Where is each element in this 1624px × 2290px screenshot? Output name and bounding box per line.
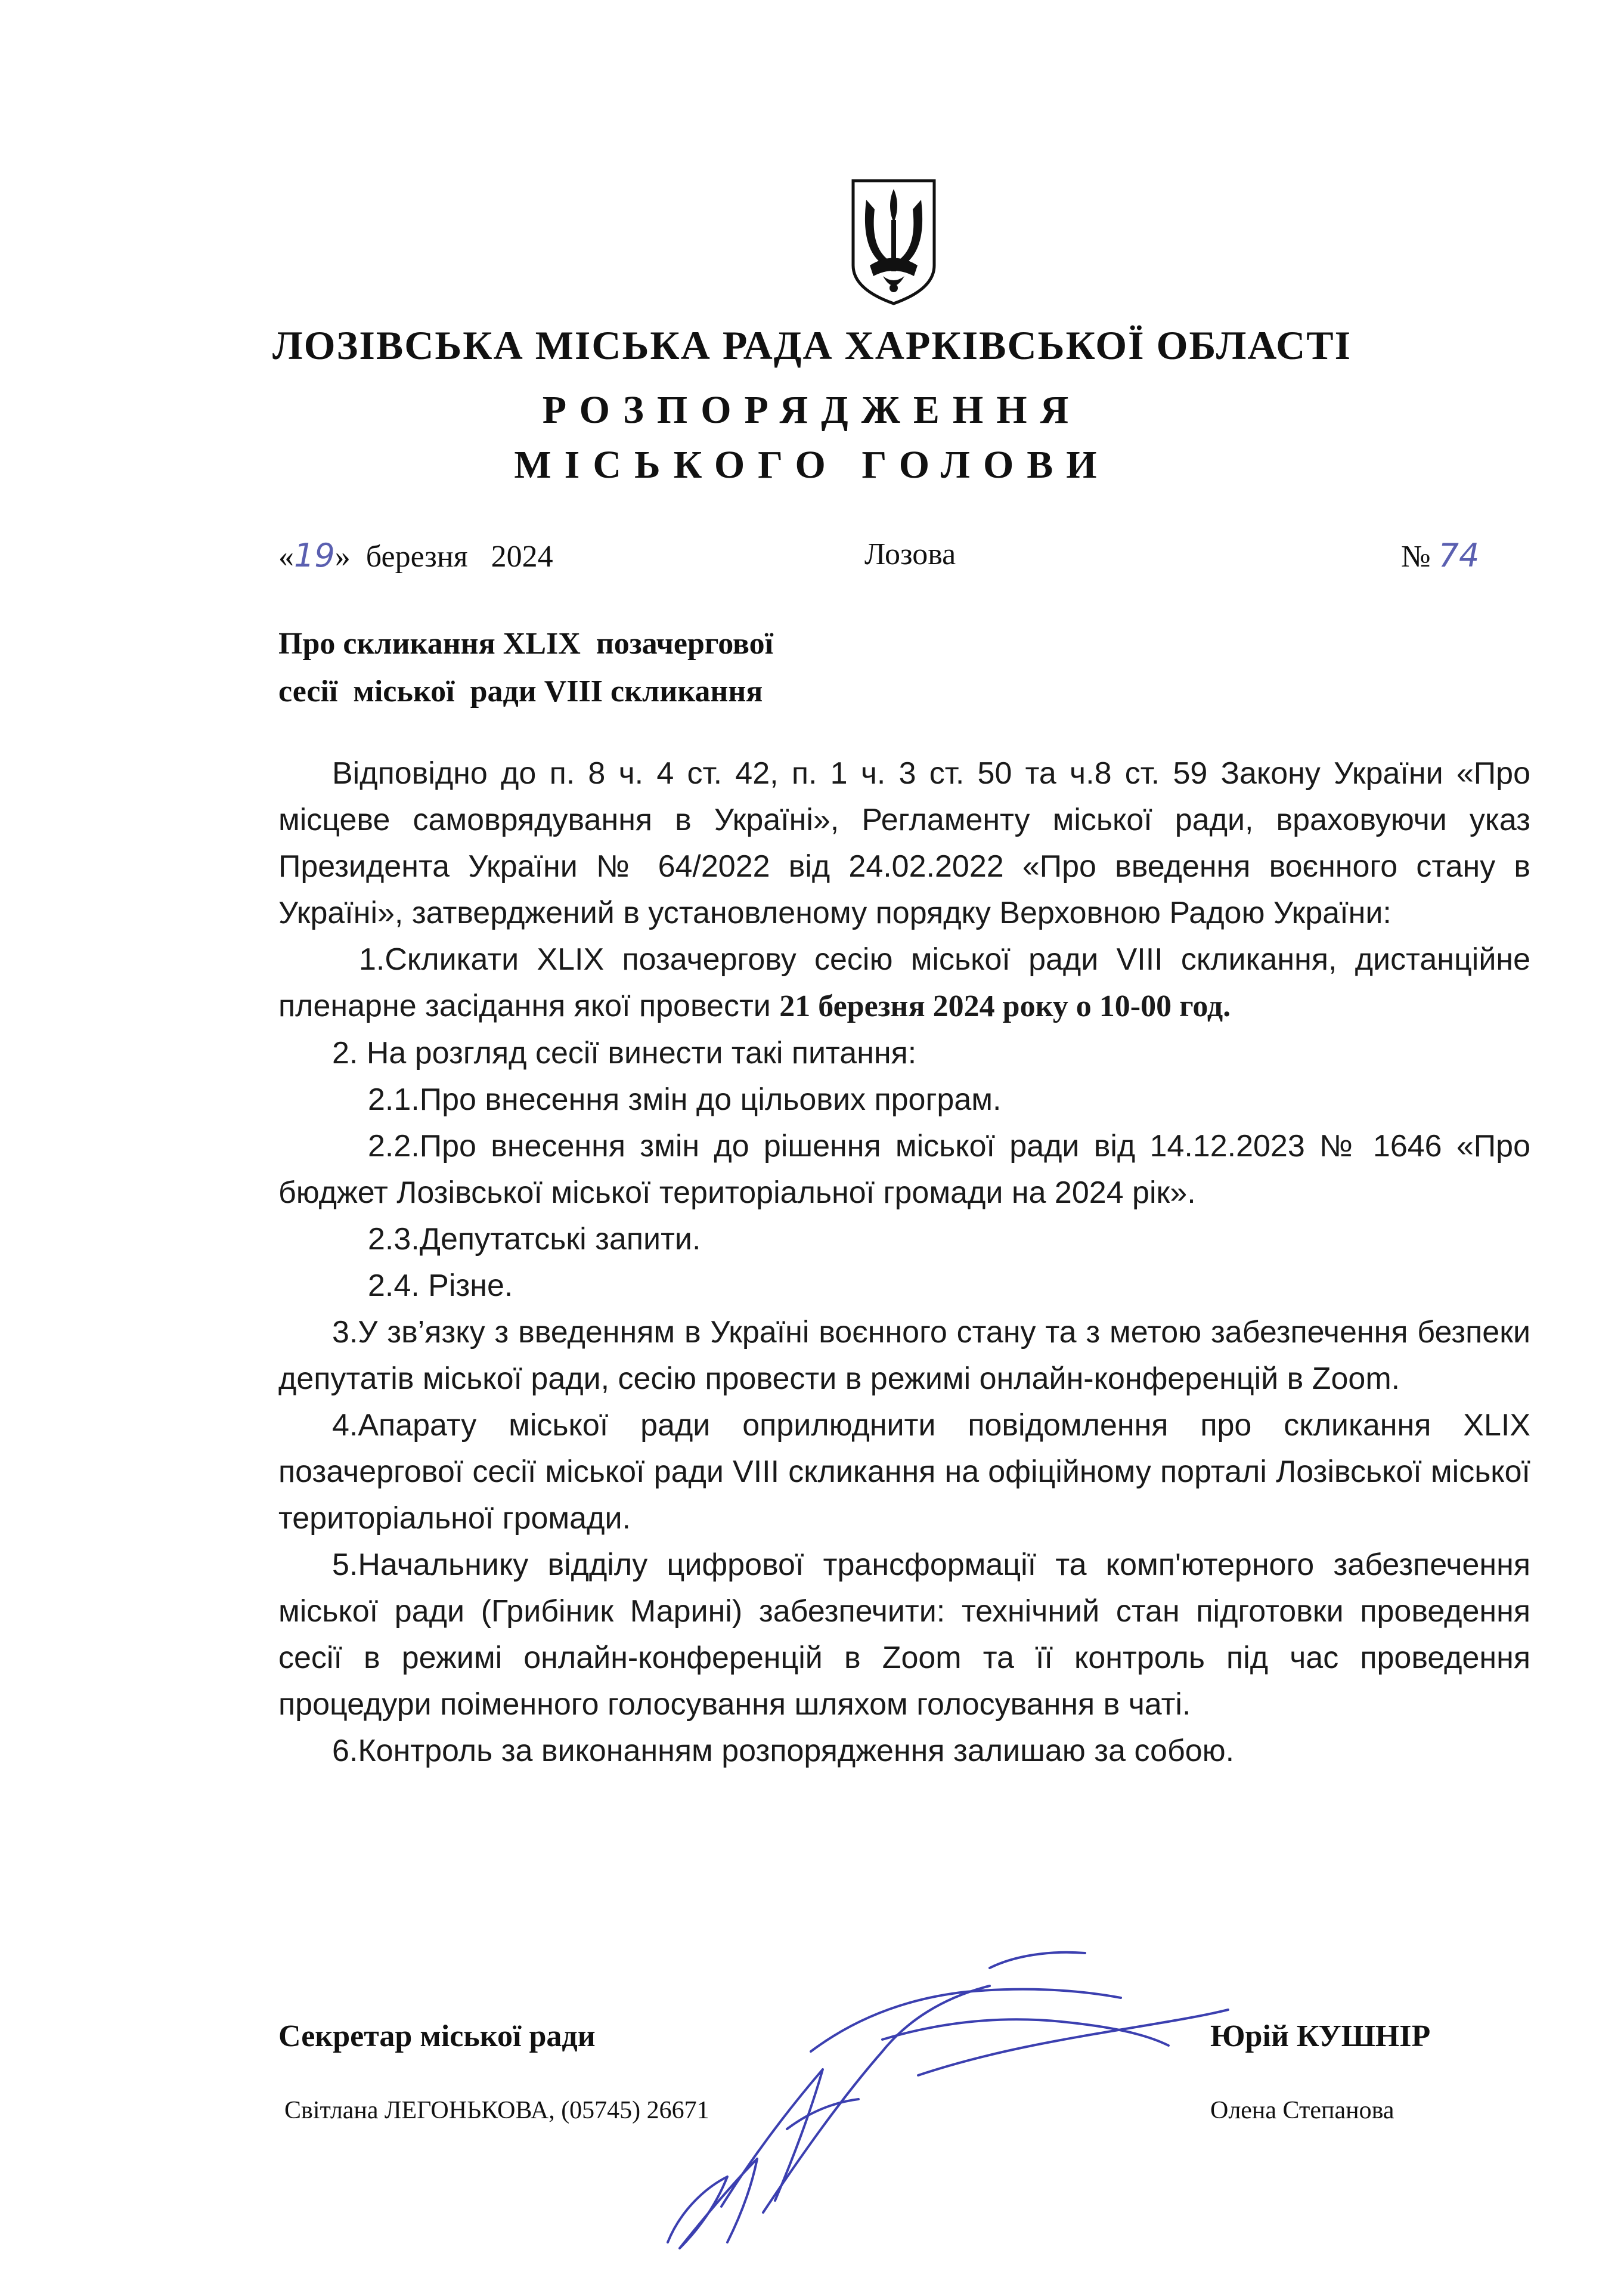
number-handwritten: 74 bbox=[1438, 537, 1480, 574]
paragraph-2-3: 2.3.Депутатські запити. bbox=[368, 1222, 701, 1257]
paragraph-5: 5.Начальнику відділу цифрової трансформації та комп'ютерного забезпечення міської ради (Грибіник Марині) забезпечити: технічний стан підготовки проведення сесії в режимі онлайн-конференцій в Zoom та її контроль під час проведення процедури поіменного голосування шляхом голосування в чаті. bbox=[278, 1548, 1530, 1722]
document-date bbox=[278, 537, 553, 574]
document-body bbox=[278, 750, 1530, 1774]
handwritten-signature-icon bbox=[632, 1932, 1312, 2266]
paragraph-1-date: 21 березня 2024 року о 10-00 год. bbox=[779, 989, 1231, 1023]
date-close-quote: » bbox=[334, 540, 351, 574]
paragraph-3: 3.У зв’язку з введенням в Україні воєнного стану та з метою забезпечення безпеки депутатів міської ради, сесію провести в режимі онлайн-конференцій в Zoom. bbox=[278, 1315, 1530, 1396]
document-city: Лозова bbox=[864, 537, 956, 571]
paragraph-2: 2. На розгляд сесії винести такі питання: bbox=[332, 1036, 917, 1070]
document-number bbox=[1401, 537, 1479, 574]
approver-name: Олена Степанова bbox=[1210, 2097, 1394, 2124]
title-line-1: Про скликання XLIX позачергової bbox=[278, 627, 774, 661]
paragraph-6: 6.Контроль за виконанням розпорядження залишаю за собою. bbox=[332, 1734, 1235, 1768]
date-open-quote: « bbox=[278, 540, 294, 574]
signatory-position: Секретар міської ради bbox=[278, 2019, 596, 2053]
title-line-2: сесії міської ради VIII скликання bbox=[278, 674, 763, 708]
paragraph-2-2: 2.2.Про внесення змін до рішення міської ради від 14.12.2023 № 1646 «Про бюджет Лозівської міської територіальної громади на 2024 рік». bbox=[278, 1129, 1530, 1210]
executor-contact: Світлана ЛЕГОНЬКОВА, (05745) 26671 bbox=[284, 2097, 709, 2124]
number-label: № bbox=[1401, 540, 1431, 574]
paragraph-intro: Відповідно до п. 8 ч. 4 ст. 42, п. 1 ч. 3 ст. 50 та ч.8 ст. 59 Закону України «Про місцеве самоврядування в Україні», Регламенту міської ради, враховуючи указ Президента України № 64/2022 від 24.02.2022 «Про введення воєнного стану в Україні», затверджений в установленому порядку Верховною Радою України: bbox=[278, 756, 1530, 930]
signatory-name: Юрій КУШНІР bbox=[1210, 2019, 1431, 2053]
paragraph-1 bbox=[278, 936, 1530, 1030]
document-title bbox=[278, 620, 773, 716]
document-type-subtitle: МІСЬКОГО ГОЛОВИ bbox=[514, 443, 1110, 487]
date-month-year: березня 2024 bbox=[365, 540, 553, 574]
date-day-handwritten: 19 bbox=[294, 537, 335, 574]
paragraph-2-1: 2.1.Про внесення змін до цільових програм. bbox=[368, 1082, 1002, 1117]
paragraph-2-4: 2.4. Різне. bbox=[368, 1268, 513, 1303]
document-type: РОЗПОРЯДЖЕННЯ bbox=[542, 388, 1082, 432]
paragraph-1-text: 1.Скликати XLIX позачергову сесію міської ради VIII скликання, дистанційне пленарне засідання якої провести bbox=[278, 942, 1530, 1023]
coat-of-arms-icon bbox=[848, 176, 939, 308]
organization-name: ЛОЗІВСЬКА МІСЬКА РАДА ХАРКІВСЬКОЇ ОБЛАСТІ bbox=[272, 323, 1352, 368]
paragraph-4: 4.Апарату міської ради оприлюднити повідомлення про скликання XLIX позачергової сесії міської ради VIII скликання на офіційному порталі Лозівської міської територіальної громади. bbox=[278, 1408, 1530, 1536]
